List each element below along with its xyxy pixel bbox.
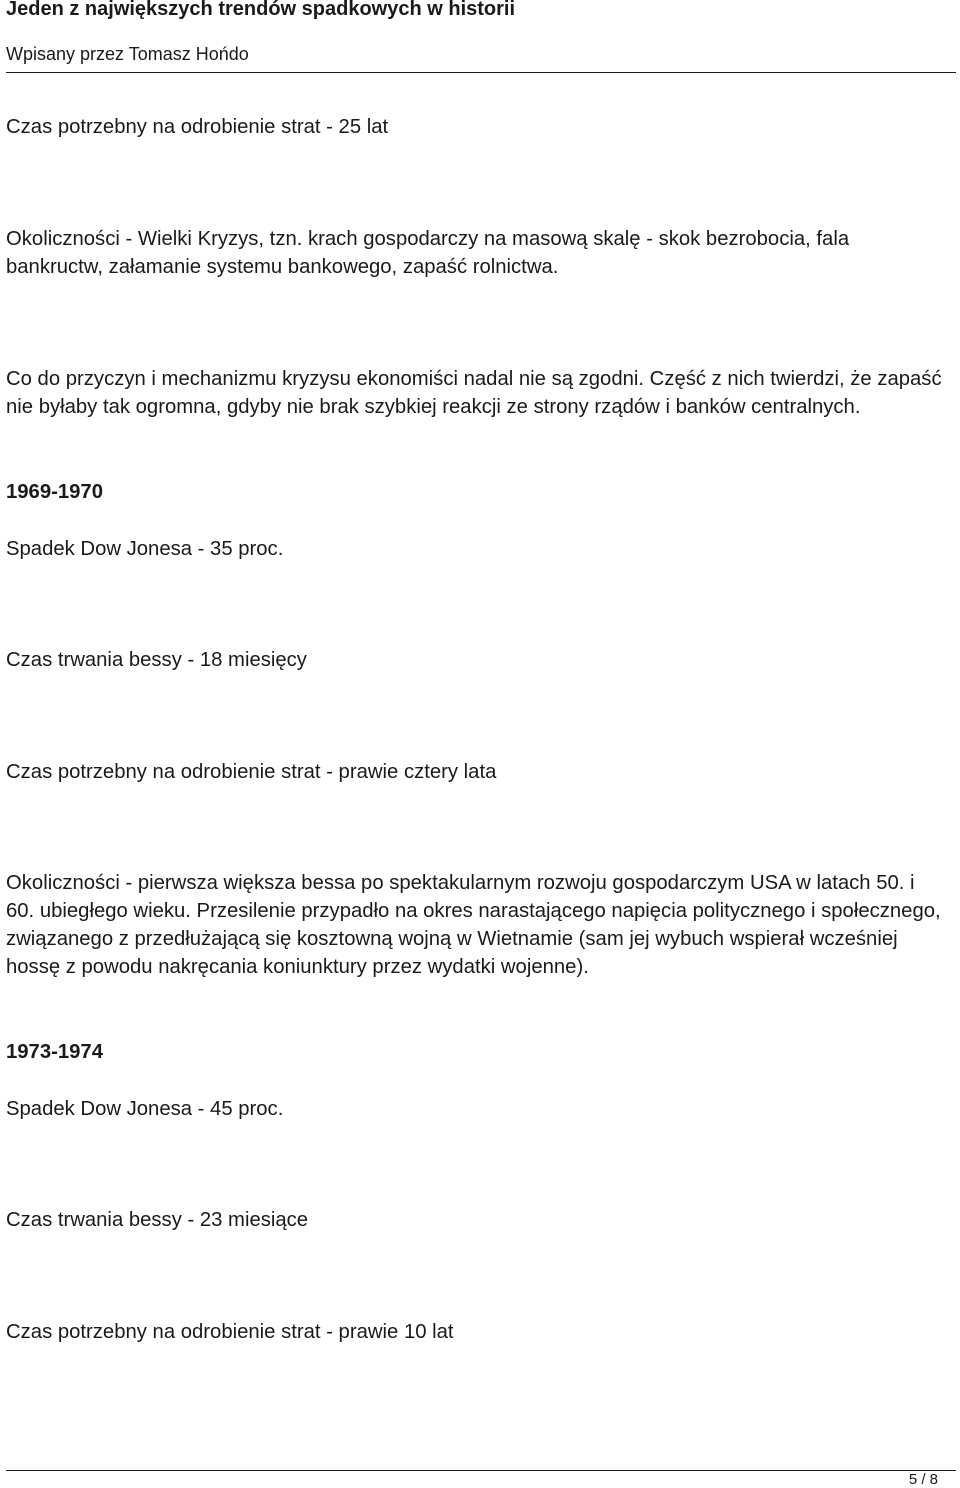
header-divider — [6, 72, 956, 73]
bear-duration-paragraph: Czas trwania bessy - 23 miesiące — [6, 1209, 309, 1231]
footer-divider — [6, 1470, 956, 1471]
dow-drop-paragraph: Spadek Dow Jonesa - 45 proc. — [6, 1098, 284, 1120]
recovery-time-paragraph: Czas potrzebny na odrobienie strat - prawie cztery lata — [6, 761, 497, 783]
circumstances-paragraph: Okoliczności - pierwsza większa bessa po spektakularnym rozwoju gospodarczym USA w latach 50. i 60. ubiegłego wieku. Przesilenie przypadło na okres narastającego napięcia politycznego i społecznego, związanego z przedłużającą się kosztowną wojną w Wietnamie (sam jej wybuch wspierał wcześniej hossę z powodu nakręcania koniunktury przez wydatki wojenne). — [6, 872, 941, 978]
bear-duration-paragraph: Czas trwania bessy - 18 miesięcy — [6, 649, 307, 671]
page-number: 5 / 8 — [908, 1471, 938, 1488]
recovery-time-paragraph: Czas potrzebny na odrobienie strat - prawie 10 lat — [6, 1321, 454, 1343]
period-heading-1973: 1973-1974 — [6, 1041, 103, 1063]
recovery-time-paragraph: Czas potrzebny na odrobienie strat - 25 lat — [6, 116, 389, 138]
document-title: Jeden z największych trendów spadkowych w historii — [6, 0, 516, 20]
document-author: Wpisany przez Tomasz Hońdo — [6, 44, 249, 64]
dow-drop-paragraph: Spadek Dow Jonesa - 35 proc. — [6, 538, 284, 560]
causes-paragraph: Co do przyczyn i mechanizmu kryzysu ekonomiści nadal nie są zgodni. Część z nich twierdzi, że zapaść nie byłaby tak ogromna, gdyby nie brak szybkiej reakcji ze strony rządów i banków centralnych. — [6, 368, 942, 418]
circumstances-paragraph: Okoliczności - Wielki Kryzys, tzn. krach gospodarczy na masową skalę - skok bezrobocia, fala bankructw, załamanie systemu bankowego, zapaść rolnictwa. — [6, 228, 850, 278]
period-heading-1969: 1969-1970 — [6, 481, 103, 503]
